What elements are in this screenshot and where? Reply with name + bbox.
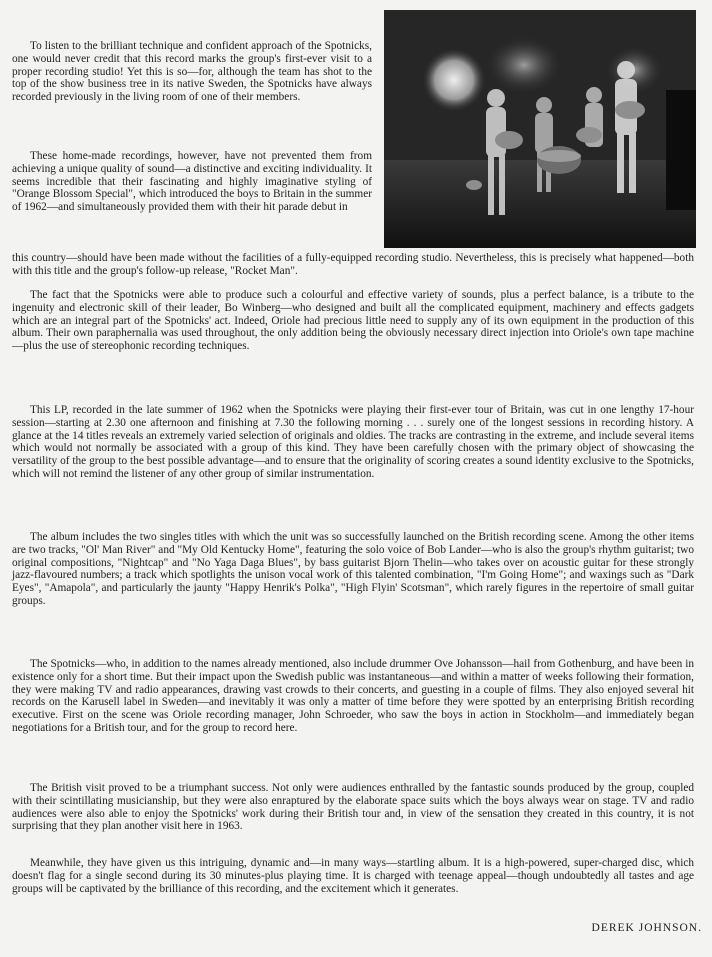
paragraph-band-history: The Spotnicks—who, in addition to the names already mentioned, also include drummer Ove Johansson—hail from Gothenburg, and have been in existence only for a short time. But their impact upon the Swedish public was instantaneous—and within a matter of weeks following their formation, they were making TV and radio appearances, drawing vast crowds to their concerts, and guesting in a couple of films. They also enjoyed several hit records on the Karusell label in Sweden—and inevitably it was only a matter of time before they were spotted by an enterprising British recording executive. First on the scene was Oriole recording manager, John Schroeder, who saw the boys in action in Stockholm—and immediately began negotiations for a British tour, and for the group to record here.	[12, 658, 694, 734]
band-photo	[384, 10, 696, 248]
paragraph-equipment: The fact that the Spotnicks were able to produce such a colourful and effective variety of sounds, plus a perfect balance, is a tribute to the ingenuity and electronic skill of their leader, Bo Winberg—who designed and built all the complicated equipment, machinery and effects gadgets which are an integral part of the Spotnicks' act. Indeed, Oriole had precious little need to supply any of its own equipment in the production of this album. Their own paraphernalia was used throughout, the only addition being the obviously necessary direct injection into Oriole's own tape machine—plus the use of stereophonic recording techniques.	[12, 289, 694, 353]
band-photo-image	[384, 10, 696, 248]
paragraph-conclusion: Meanwhile, they have given us this intriguing, dynamic and—in many ways—startling album. It is a high-powered, super-charged disc, which doesn't flag for a single second during its 30 minutes-plus playing time. It is charged with teenage appeal—though undoubtedly all tastes and age groups will be captivated by the brilliance of this recording, and the excitement which it generates.	[12, 857, 694, 895]
paragraph-home-recordings-continued: this country—should have been made without the facilities of a fully-equipped recording studio. Nevertheless, this is precisely what happened—both with this title and the group's follow-up release, "Rocket Man".	[12, 252, 694, 277]
paragraph-home-recordings: These home-made recordings, however, have not prevented them from achieving a unique quality of sound—a distinctive and exciting individuality. It seems incredible that their fascinating and highly imaginative styling of "Orange Blossom Special", which introduced the boys to Britain in the summer of 1962—and simultaneously provided them with their hit parade debut in	[12, 150, 372, 214]
paragraph-recording-session: This LP, recorded in the late summer of 1962 when the Spotnicks were playing their first-ever tour of Britain, was cut in one lengthy 17-hour session—starting at 2.30 one afternoon and finishing at 7.30 the following morning . . . surely one of the longest sessions in recording history. A glance at the 14 titles reveals an extremely varied selection of originals and oldies. The tracks are contrasting in the extreme, and include several items which would not normally be associated with a group of this kind. They have been carefully chosen with the primary object of showcasing the versatility of the group to the best possible advantage—and to ensure that the originality of scoring creates a sound identity exclusive to the Spotnicks, which will not remind the listener of any other group of similar instrumentation.	[12, 404, 694, 480]
author-signature: DEREK JOHNSON.	[591, 922, 702, 934]
paragraph-intro: To listen to the brilliant technique and confident approach of the Spotnicks, one would never credit that this record marks the group's first-ever visit to a proper recording studio! Yet this is so—for, although the team has shot to the top of the show business tree in its native Sweden, the Spotnicks have always recorded previously in the living room of one of their members.	[12, 40, 372, 104]
paragraph-album-tracks: The album includes the two singles titles with which the unit was so successfully launched on the British recording scene. Among the other items are two tracks, "Ol' Man River" and "My Old Kentucky Home", featuring the solo voice of Bob Lander—who is also the group's rhythm guitarist; two original compositions, "Nightcap" and "No Yaga Daga Blues", by bass guitarist Bjorn Thelin—who takes over on acoustic guitar for these strongly jazz-flavoured numbers; a track which spotlights the unison vocal work of this talented combination, "I'm Going Home"; and waxings such as "Dark Eyes", "Amapola", and particularly the jaunty "Happy Henrik's Polka", "High Flyin' Scotsman", which rarely figures in the repertoire of small guitar groups.	[12, 531, 694, 607]
paragraph-british-visit: The British visit proved to be a triumphant success. Not only were audiences enthralled by the fantastic sounds produced by the group, coupled with their scintillating musicianship, but they were also enraptured by the elaborate space suits which the boys always wear on stage. TV and radio audiences were also able to enjoy the Spotnicks' work during their British tour and, in view of the sensation they created in this country, it is not surprising that they plan another visit here in 1963.	[12, 782, 694, 833]
